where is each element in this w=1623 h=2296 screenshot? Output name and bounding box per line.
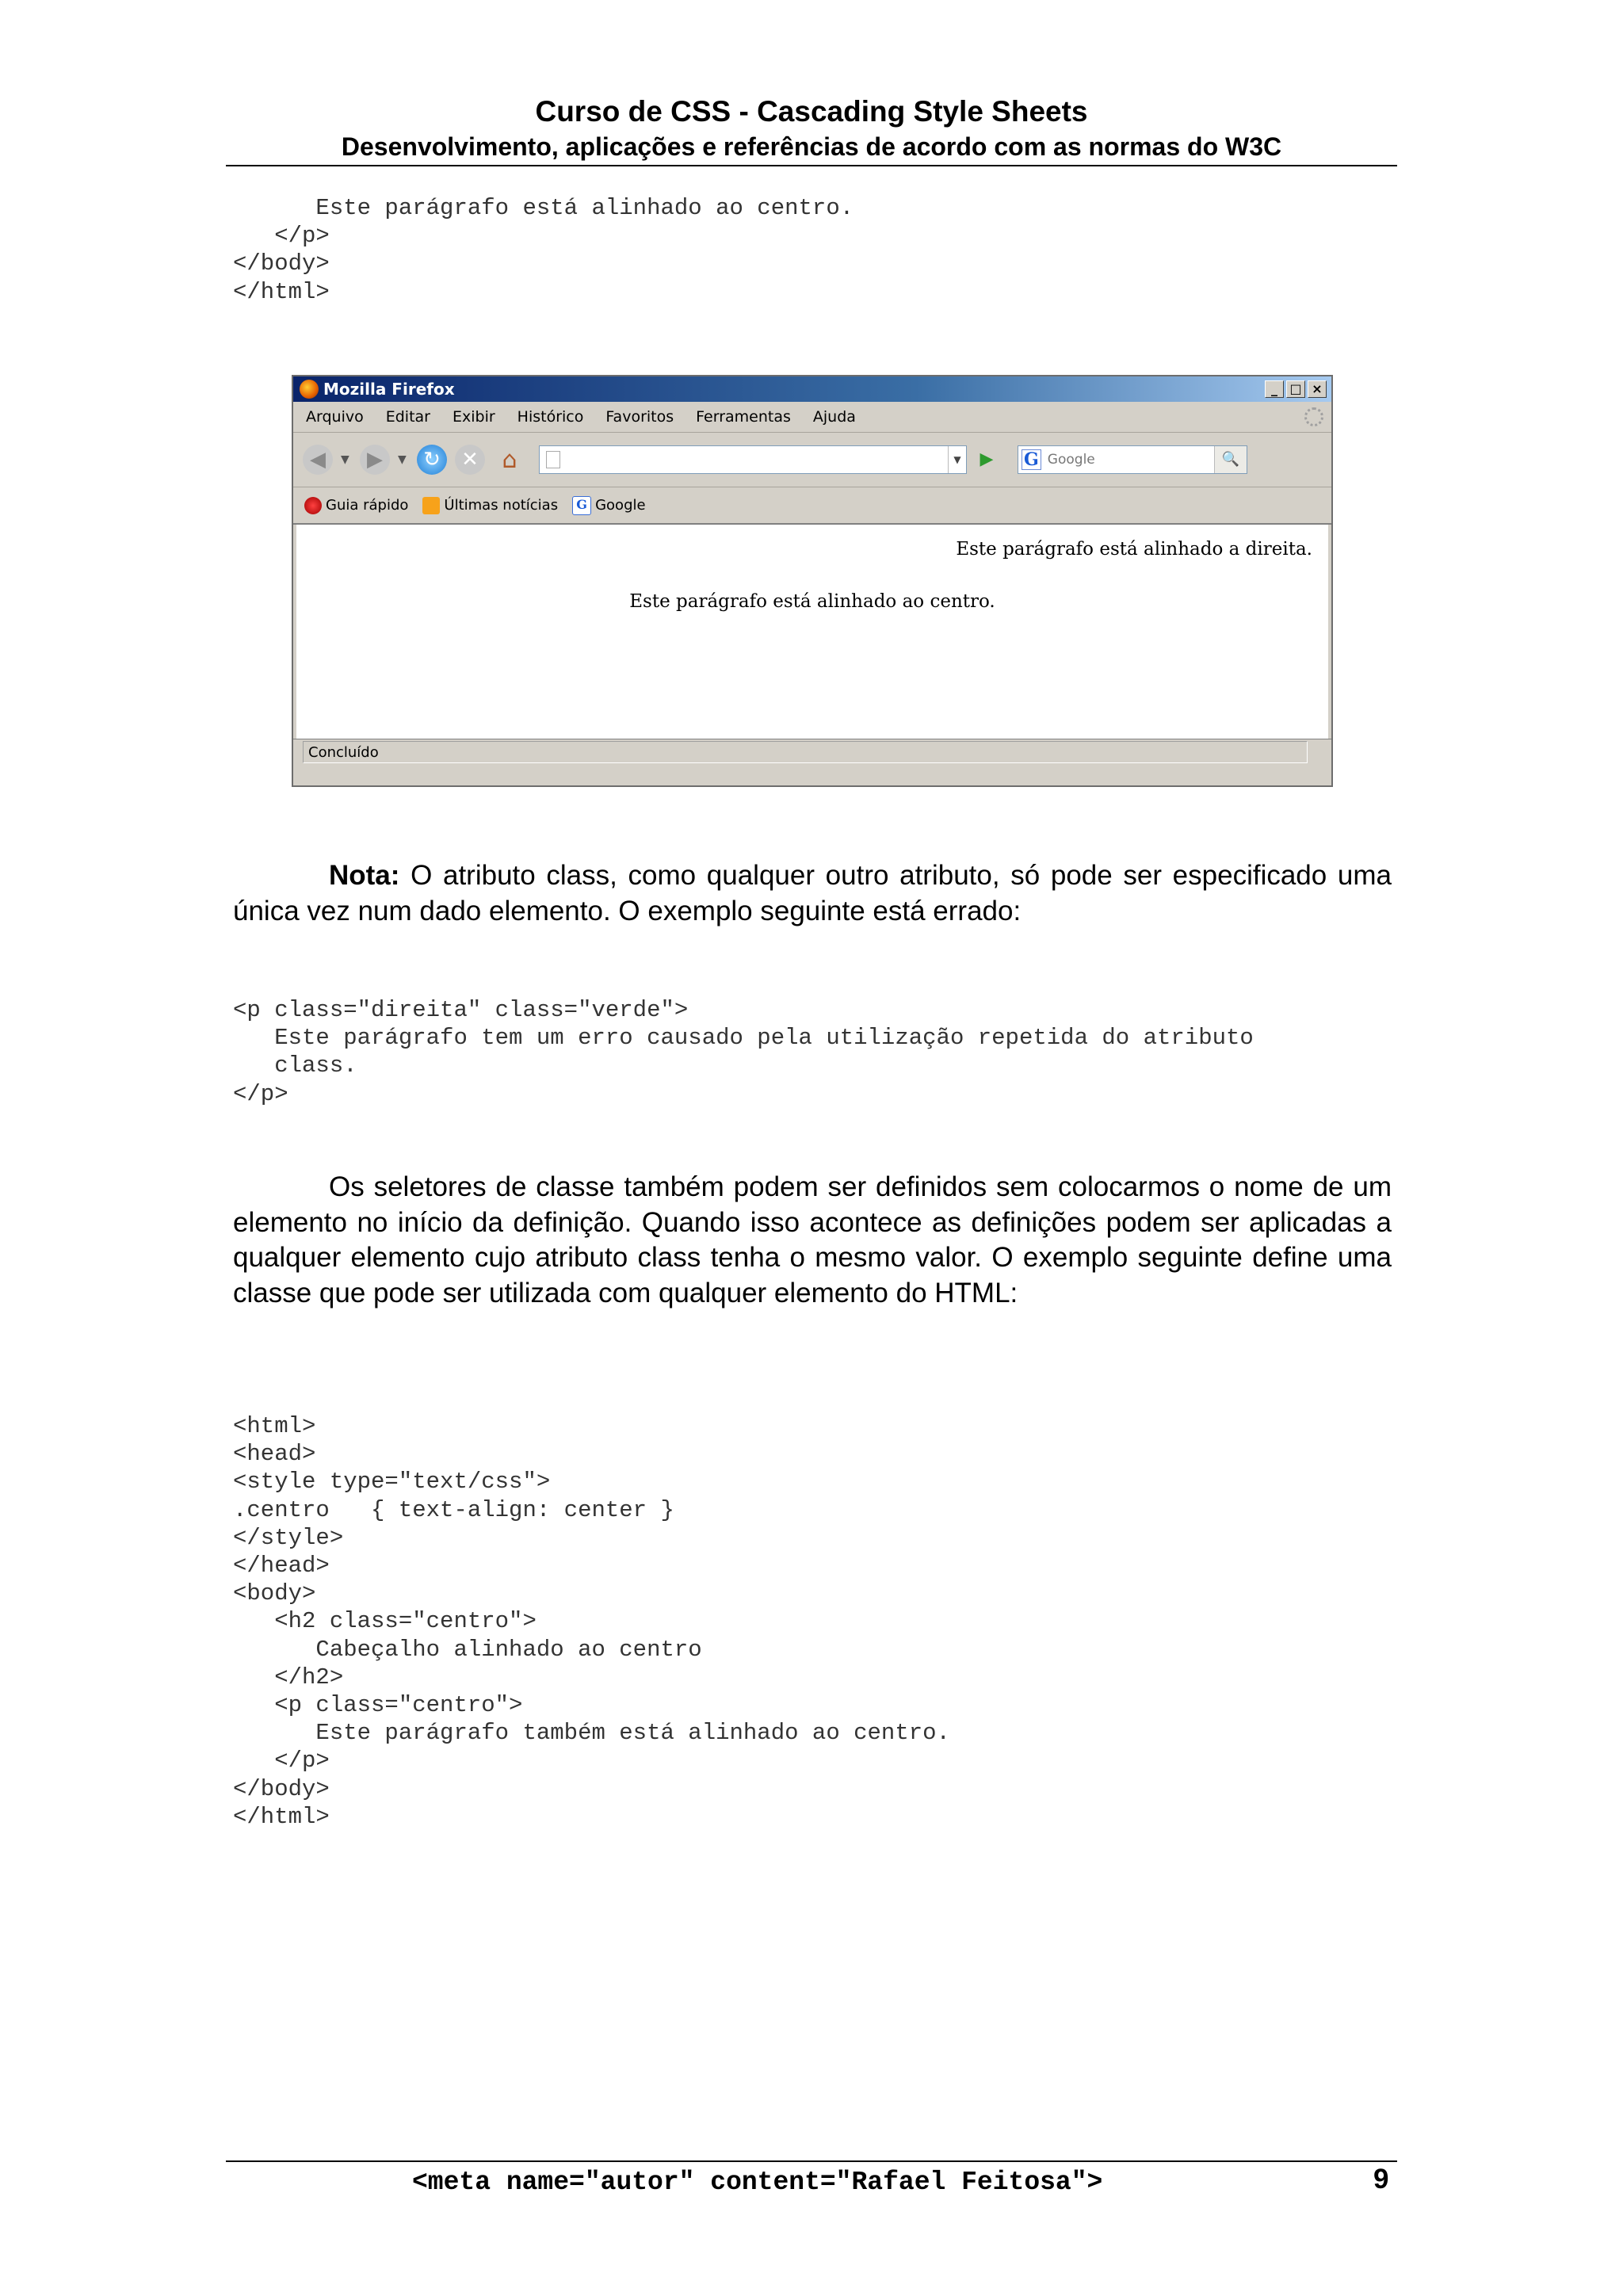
menu-favoritos[interactable]: Favoritos: [605, 408, 674, 426]
bookmark-guia-rapido[interactable]: [304, 497, 408, 514]
note-text: O atributo class, como qualquer outro atributo, só pode ser especificado uma única vez num dado elemento. O exemplo seguinte está errado:: [233, 860, 1392, 926]
minimize-button[interactable]: _: [1265, 380, 1284, 398]
browser-statusbar: [293, 739, 1331, 765]
bookmark-label: Google: [595, 497, 646, 514]
center-aligned-paragraph: Este parágrafo está alinhado ao centro.: [629, 591, 995, 612]
menu-arquivo[interactable]: Arquivo: [306, 408, 364, 426]
document-subtitle: Desenvolvimento, aplicações e referências de acordo com as normas do W3C: [341, 132, 1282, 161]
code-block-3: <html> <head> <style type="text/css"> .centro { text-align: center } </style> </head> <body> <h2 class="centro"> Cabeçalho alinhado ao centro </h2> <p class="centro"> Este parágrafo também está alinhado ao centro. </p> </body> </html>: [233, 1413, 950, 1830]
bookmark-ultimas-noticias[interactable]: [422, 497, 558, 514]
chevron-down-icon[interactable]: ▼: [341, 453, 349, 466]
throbber-icon: [1304, 407, 1323, 426]
bookmark-icon: [304, 497, 322, 514]
url-input[interactable]: [539, 445, 967, 474]
window-controls: [1265, 380, 1327, 398]
bookmark-label: Últimas notícias: [444, 497, 559, 514]
header-rule: [226, 165, 1397, 166]
page-icon: [546, 451, 560, 468]
google-logo-icon[interactable]: G: [1022, 449, 1041, 470]
menu-editar[interactable]: Editar: [385, 408, 430, 426]
right-aligned-paragraph: Este parágrafo está alinhado a direita.: [956, 539, 1312, 560]
maximize-button[interactable]: □: [1286, 380, 1305, 398]
rss-icon: [422, 497, 440, 514]
note-paragraph: [233, 858, 1392, 929]
reload-icon[interactable]: ↻: [417, 445, 447, 475]
browser-content: [296, 525, 1328, 739]
code-block-1: Este parágrafo está alinhado ao centro. </p> </body> </html>: [233, 195, 854, 305]
menu-exibir[interactable]: Exibir: [452, 408, 495, 426]
browser-titlebar: [293, 376, 1331, 402]
search-input[interactable]: [1018, 445, 1247, 474]
footer-meta: <meta name="autor" content="Rafael Feitosa">: [412, 2168, 1103, 2197]
menu-ajuda[interactable]: Ajuda: [812, 408, 856, 426]
browser-menubar: [293, 402, 1331, 433]
code-block-2: <p class="direita" class="verde"> Este parágrafo tem um erro causado pela utilização repetida do atributo class. </p>: [233, 997, 1254, 1107]
browser-navbar: [293, 433, 1331, 487]
search-placeholder: Google: [1047, 452, 1095, 468]
note-label: Nota:: [329, 860, 400, 891]
document-title: Curso de CSS - Cascading Style Sheets: [535, 95, 1088, 128]
bookmark-google[interactable]: [572, 496, 645, 515]
menu-ferramentas[interactable]: Ferramentas: [696, 408, 791, 426]
class-selector-text: Os seletores de classe também podem ser definidos sem colocarmos o nome de um elemento no início da definição. Quando isso acontece as definições podem ser aplicadas a qualquer elemento cujo atributo class tenha o mesmo valor. O exemplo seguinte define uma classe que pode ser utilizada com qualquer elemento do HTML:: [233, 1171, 1392, 1308]
back-arrow-icon[interactable]: ◀: [303, 445, 333, 475]
search-icon[interactable]: 🔍: [1214, 446, 1247, 473]
browser-title: Mozilla Firefox: [323, 380, 455, 399]
go-icon[interactable]: ▶: [980, 449, 994, 469]
browser-screenshot: [292, 375, 1333, 787]
class-selector-paragraph: [233, 1170, 1392, 1311]
firefox-icon: [300, 380, 319, 399]
footer-rule: [226, 2160, 1397, 2162]
page-number: 9: [1373, 2164, 1389, 2195]
status-text: Concluído: [303, 741, 1308, 763]
url-dropdown-icon[interactable]: ▼: [948, 446, 966, 473]
page-header: [226, 94, 1397, 163]
bookmark-label: Guia rápido: [326, 497, 409, 514]
close-button[interactable]: ×: [1308, 380, 1327, 398]
chevron-down-icon[interactable]: ▼: [398, 453, 407, 466]
forward-arrow-icon[interactable]: ▶: [360, 445, 390, 475]
google-icon: G: [572, 496, 591, 515]
menu-historico[interactable]: Histórico: [517, 408, 584, 426]
stop-icon[interactable]: ✕: [455, 445, 485, 475]
bookmarks-bar: [293, 487, 1331, 525]
home-icon[interactable]: ⌂: [502, 445, 517, 474]
